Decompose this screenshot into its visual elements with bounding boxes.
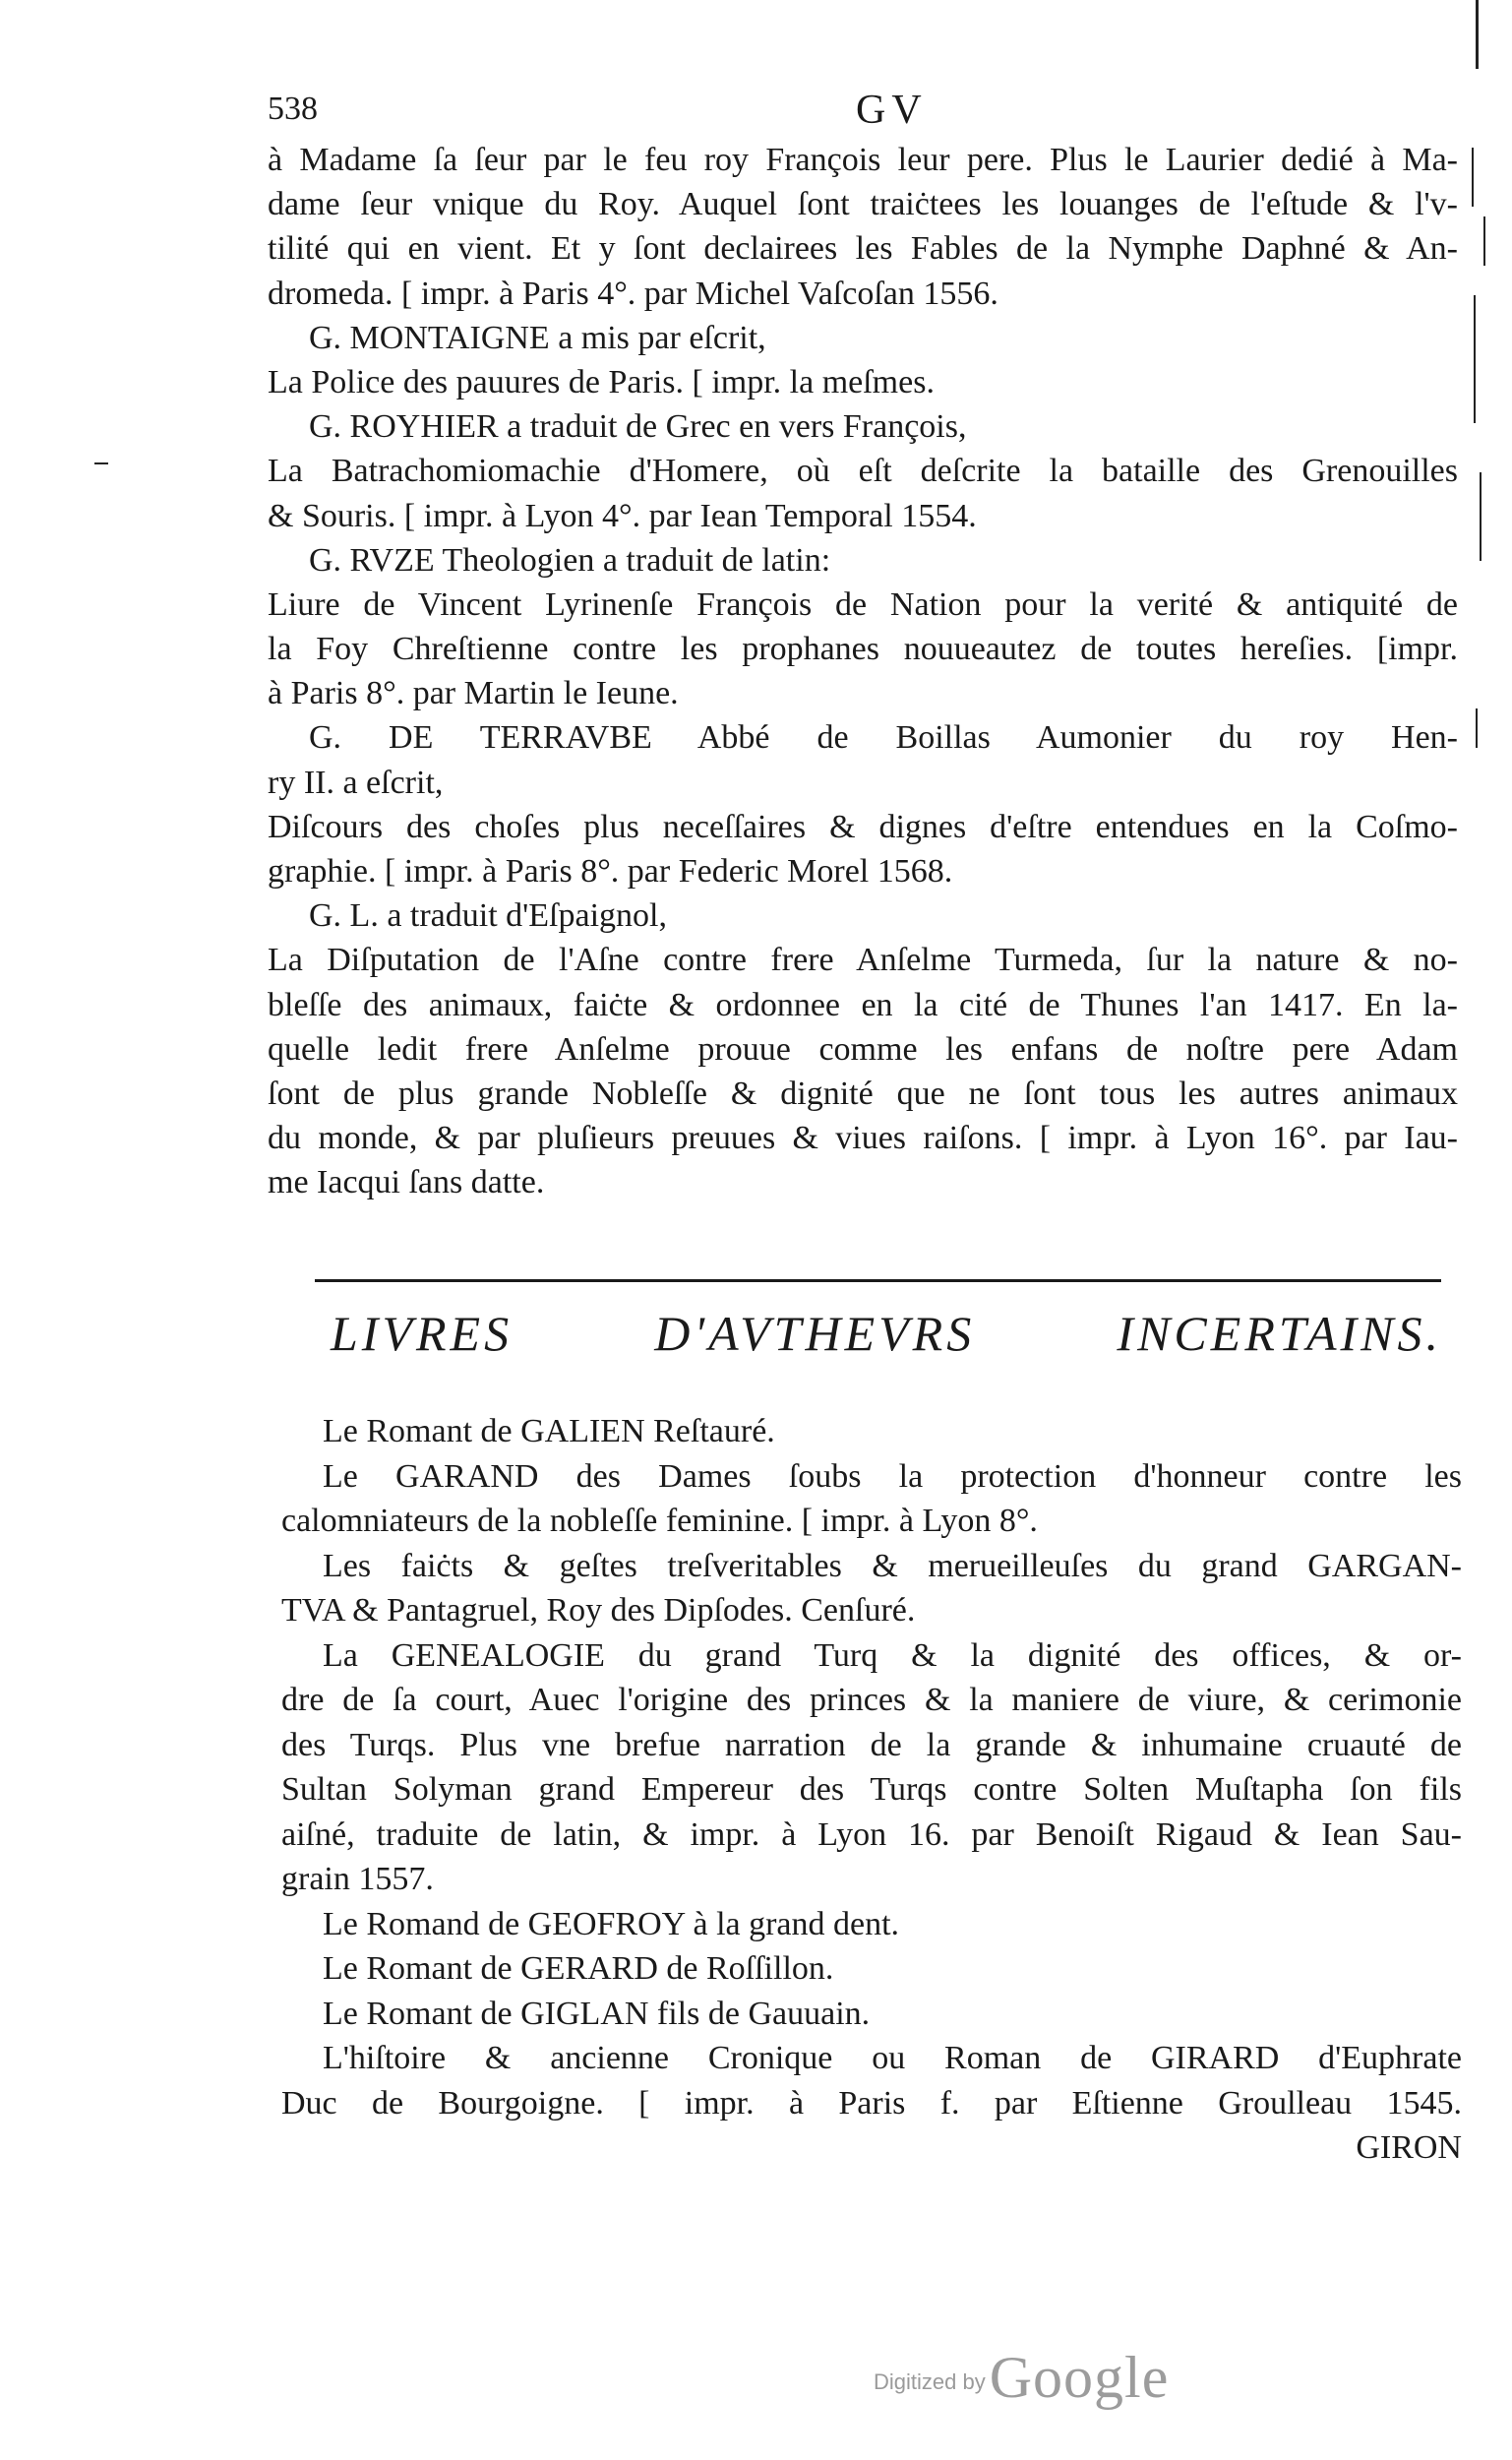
entry-heading: Les faiċts & geſtes treſveritables & merueilleuſes du grand GARGAN- xyxy=(323,1547,1462,1584)
text-line: aiſné, traduite de latin, & impr. à Lyon 16. par Benoiſt Rigaud & Iean Sau- xyxy=(281,1815,1462,1853)
entry-heading: G. RVZE Theologien a traduit de latin: xyxy=(309,541,831,579)
text-line: ſont de plus grande Nobleſſe & dignité que ne ſont tous les autres animaux xyxy=(268,1075,1458,1112)
text-line: à Paris 8°. par Martin le Ieune. xyxy=(268,675,679,712)
text-line: la Foy Chreſtienne contre les prophanes nouueautez de toutes hereſies. [impr. xyxy=(268,631,1458,668)
entry-heading: Le GARAND des Dames ſoubs la protection d'honneur contre les xyxy=(323,1457,1462,1495)
text-line: La Police des pauures de Paris. [ impr. la meſmes. xyxy=(268,363,935,400)
margin-mark xyxy=(1474,295,1476,423)
text-line: grain 1557. xyxy=(281,1861,434,1897)
margin-mark xyxy=(1480,472,1482,561)
text-line: dame ſeur vnique du Roy. Auquel ſont traiċtees les louanges de l'eſtude & l'v- xyxy=(268,186,1458,223)
entry-heading: G. ROYHIER a traduit de Grec en vers François, xyxy=(309,408,967,446)
text-line: bleſſe des animaux, faiċte & ordonnee en la cité de Thunes l'an 1417. En la- xyxy=(268,986,1458,1023)
text-line: La Batrachomiomachie d'Homere, où eſt deſcrite la bataille des Grenouilles xyxy=(268,453,1458,490)
margin-mark xyxy=(94,462,108,464)
entry-heading: Le Romant de GIGLAN fils de Gauuain. xyxy=(323,1995,871,2032)
text-line: dromeda. [ impr. à Paris 4°. par Michel Vaſcoſan 1556. xyxy=(268,275,998,312)
margin-mark xyxy=(1476,0,1479,69)
entry-heading: Le Romant de GERARD de Roſſillon. xyxy=(323,1950,834,1987)
entry-heading: G. MONTAIGNE a mis par eſcrit, xyxy=(309,319,766,356)
text-line: ry II. a eſcrit, xyxy=(268,764,444,801)
upper-text-block xyxy=(268,138,1458,1205)
text-line: Liure de Vincent Lyrinenſe François de Nation pour la verité & antiquité de xyxy=(268,585,1458,623)
digitized-footer xyxy=(874,2344,1287,2423)
text-line: Sultan Solyman grand Empereur des Turqs contre Solten Muſtapha ſon fils xyxy=(281,1771,1462,1808)
text-line: du monde, & par pluſieurs preuues & viues raiſons. [ impr. à Lyon 16°. par Iau- xyxy=(268,1120,1458,1157)
text-line: quelle ledit frere Anſelme prouue comme les enfans de noſtre pere Adam xyxy=(268,1030,1458,1068)
section-title: LIVRES D'AVTHEVRS INCERTAINS. xyxy=(331,1306,1442,1361)
text-line: TVA & Pantagruel, Roy des Dipſodes. Cenſuré. xyxy=(281,1592,916,1629)
running-head: GV xyxy=(856,88,928,133)
text-line: tilité qui en vient. Et y ſont declairees les Fables de la Nymphe Daphné & An- xyxy=(268,230,1458,268)
text-line: me Iacqui ſans datte. xyxy=(268,1164,545,1201)
catchword: GIRON xyxy=(1356,2129,1462,2166)
page-header xyxy=(268,88,1448,140)
entry-heading: G. DE TERRAVBE Abbé de Boillas Aumonier du roy Hen- xyxy=(309,719,1458,757)
section-divider xyxy=(315,1279,1441,1282)
entry-heading: G. L. a traduit d'Eſpaignol, xyxy=(309,897,667,935)
lower-text-block xyxy=(281,1409,1462,2171)
text-line: Duc de Bourgoigne. [ impr. à Paris f. par Eſtienne Groulleau 1545. xyxy=(281,2084,1462,2122)
text-line: dre de ſa court, Auec l'origine des princes & la maniere de viure, & cerimonie xyxy=(281,1682,1462,1718)
text-line: à Madame ſa ſeur par le feu roy François leur pere. Plus le Laurier dedié à Ma- xyxy=(268,142,1458,178)
entry-heading: L'hiſtoire & ancienne Cronique ou Roman de GIRARD d'Euphrate xyxy=(323,2040,1462,2076)
digitized-label: Digitized by xyxy=(874,2369,986,2394)
text-line: & Souris. [ impr. à Lyon 4°. par Iean Temporal 1554. xyxy=(268,497,977,534)
margin-mark xyxy=(1483,216,1485,266)
margin-mark xyxy=(1476,708,1478,748)
text-line: des Turqs. Plus vne brefue narration de la grande & inhumaine cruauté de xyxy=(281,1726,1462,1763)
page-number: 538 xyxy=(268,91,318,127)
google-logo: Google xyxy=(989,2345,1170,2410)
text-line: La Diſputation de l'Aſne contre frere Anſelme Turmeda, ſur la nature & no- xyxy=(268,942,1458,979)
text-line: Diſcours des choſes plus neceſſaires & dignes d'eſtre entendues en la Coſmo- xyxy=(268,808,1458,845)
entry-heading: Le Romant de GALIEN Reſtauré. xyxy=(323,1413,775,1449)
entry-heading: La GENEALOGIE du grand Turq & la dignité des offices, & or- xyxy=(323,1636,1462,1674)
text-line: calomniateurs de la nobleſſe feminine. [ impr. à Lyon 8°. xyxy=(281,1503,1038,1539)
text-line: graphie. [ impr. à Paris 8°. par Federic Morel 1568. xyxy=(268,853,953,890)
entry-heading: Le Romand de GEOFROY à la grand dent. xyxy=(323,1905,900,1942)
margin-mark xyxy=(1472,148,1474,207)
